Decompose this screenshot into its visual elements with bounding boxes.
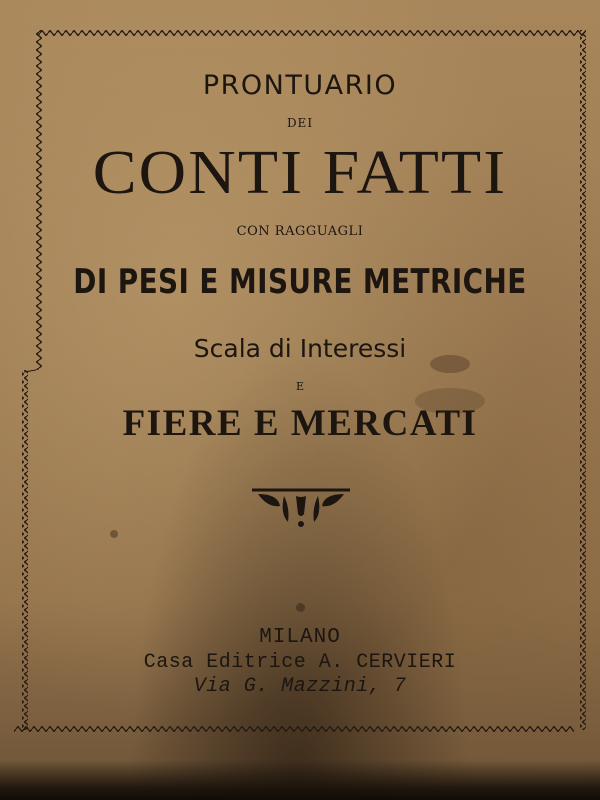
page-edge-shadow	[0, 760, 600, 800]
cover-line-con-ragguagli: CON RAGGUAGLI	[236, 224, 364, 239]
cover-line-dei: DEI	[286, 116, 314, 130]
cover-subtitle: DI PESI E MISURE METRICHE	[73, 262, 527, 302]
publisher-address: Via G. Mazzini, 7	[193, 675, 407, 698]
cover-line-e: E	[295, 380, 305, 393]
publisher-city: MILANO	[259, 626, 341, 649]
cover-title: CONTI FATTI	[92, 139, 508, 207]
fan-ornament-icon	[250, 484, 352, 532]
cover-line-fiere: FIERE E MERCATI	[122, 403, 478, 444]
publisher-name: Casa Editrice A. CERVIERI	[143, 651, 457, 674]
cover-line-scala: Scala di Interessi	[193, 334, 407, 363]
cover-line-prontuario: PRONTUARIO	[202, 70, 398, 101]
